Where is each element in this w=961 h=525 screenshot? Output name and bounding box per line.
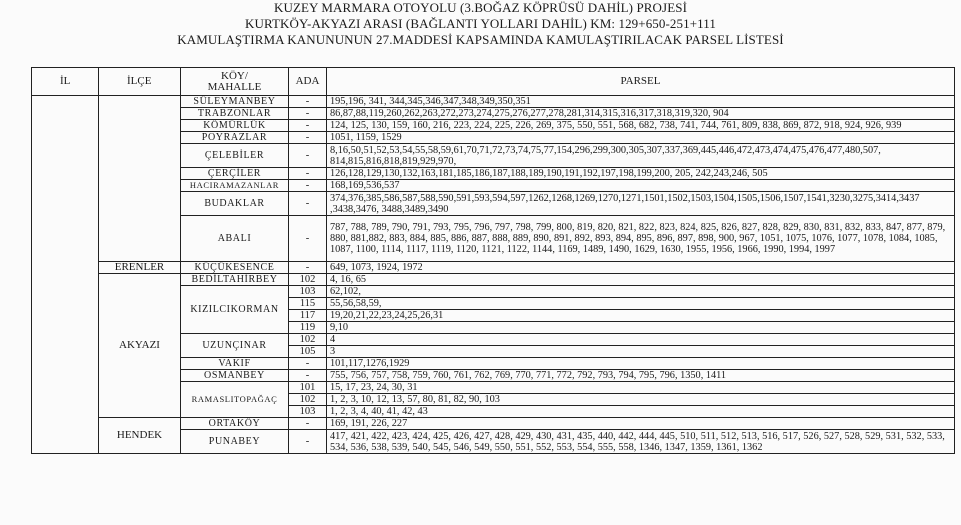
- ada-cell: -: [289, 358, 327, 370]
- mahalle-cell: KÜÇÜKESENCE: [181, 262, 289, 274]
- ada-cell: 105: [289, 346, 327, 358]
- header-ada: ADA: [289, 68, 327, 96]
- mahalle-cell: OSMANBEY: [181, 370, 289, 382]
- mahalle-cell: BUDAKLAR: [181, 192, 289, 216]
- ada-cell: -: [289, 418, 327, 430]
- parsel-cell: 4, 16, 65: [327, 274, 955, 286]
- parsel-cell: 55,56,58,59,: [327, 298, 955, 310]
- mahalle-cell: ÇELEBİLER: [181, 144, 289, 168]
- ada-cell: -: [289, 370, 327, 382]
- mahalle-cell: VAKIF: [181, 358, 289, 370]
- mahalle-cell: KIZILCIKORMAN: [181, 286, 289, 334]
- header-koy-mahalle: [181, 68, 289, 96]
- parsel-cell: 15, 17, 23, 24, 30, 31: [327, 382, 955, 394]
- parsel-cell: 195,196, 341, 344,345,346,347,348,349,350,351: [327, 96, 955, 108]
- header-ilce: İLÇE: [99, 68, 181, 96]
- ada-cell: -: [289, 180, 327, 192]
- mahalle-cell: BEDİLTAHİRBEY: [181, 274, 289, 286]
- parsel-cell: 1051, 1159, 1529: [327, 132, 955, 144]
- ada-cell: -: [289, 108, 327, 120]
- ada-cell: 102: [289, 274, 327, 286]
- mahalle-cell: RAMASLITOPAĞAÇ: [181, 382, 289, 418]
- mahalle-cell: POYRAZLAR: [181, 132, 289, 144]
- parsel-cell: 124, 125, 130, 159, 160, 216, 223, 224, 225, 226, 269, 375, 550, 551, 568, 682, 738, 741, 744, 761, 809, 838, 869, 872, 918, 924, 926, 939: [327, 120, 955, 132]
- ada-cell: -: [289, 132, 327, 144]
- ada-cell: -: [289, 144, 327, 168]
- ada-cell: -: [289, 96, 327, 108]
- parsel-cell: 1, 2, 3, 4, 40, 41, 42, 43: [327, 406, 955, 418]
- parsel-cell: 649, 1073, 1924, 1972: [327, 262, 955, 274]
- table-row: [32, 418, 955, 430]
- title-line-2: KURTKÖY-AKYAZI ARASI (BAĞLANTI YOLLARI DAHİL) KM: 129+650-251+111: [244, 16, 716, 31]
- ada-cell: -: [289, 192, 327, 216]
- title-line-3: KAMULAŞTIRMA KANUNUNUN 27.MADDESİ KAPSAMINDA KAMULAŞTIRILACAK PARSEL LİSTESİ: [177, 32, 784, 47]
- ilce-cell-erenler: ERENLER: [99, 262, 181, 274]
- mahalle-cell: UZUNÇINAR: [181, 334, 289, 358]
- header-il: İL: [32, 68, 99, 96]
- ada-cell: 115: [289, 298, 327, 310]
- parsel-cell: 417, 421, 422, 423, 424, 425, 426, 427, 428, 429, 430, 431, 435, 440, 442, 444, 445, 510, 511, 512, 513, 516, 517, 526, 527, 528, 529, 531, 532, 533, 534, 536, 538, 539, 540, 545, 546, 549, 550, 551, 552, 553, 554, 555, 558, 1346, 1347, 1359, 1361, 1362: [327, 430, 955, 454]
- header-mahalle: MAHALLE: [207, 80, 262, 93]
- mahalle-cell: ABALI: [181, 216, 289, 262]
- mahalle-cell: KÖMÜRLÜK: [181, 120, 289, 132]
- ilce-cell-akyazi: AKYAZI: [99, 274, 181, 418]
- parsel-cell: 126,128,129,130,132,163,181,185,186,187,188,189,190,191,192,197,198,199,200, 205, 242,243,246, 505: [327, 168, 955, 180]
- ada-cell: 101: [289, 382, 327, 394]
- parsel-cell: 1, 2, 3, 10, 12, 13, 57, 80, 81, 82, 90, 103: [327, 394, 955, 406]
- ada-cell: -: [289, 168, 327, 180]
- parsel-cell: 755, 756, 757, 758, 759, 760, 761, 762, 769, 770, 771, 772, 792, 793, 794, 795, 796, 1350, 1411: [327, 370, 955, 382]
- ada-cell: 102: [289, 394, 327, 406]
- parsel-cell: 4: [327, 334, 955, 346]
- il-cell: [32, 96, 99, 454]
- parsel-cell: 62,102,: [327, 286, 955, 298]
- parsel-cell: 168,169,536,537: [327, 180, 955, 192]
- mahalle-cell: ORTAKÖY: [181, 418, 289, 430]
- mahalle-cell: HACIRAMAZANLAR: [181, 180, 289, 192]
- header-parsel: PARSEL: [327, 68, 955, 96]
- ada-cell: 117: [289, 310, 327, 322]
- ada-cell: -: [289, 120, 327, 132]
- mahalle-cell: SÜLEYMANBEY: [181, 96, 289, 108]
- ilce-cell-blank: [99, 96, 181, 262]
- title-line-1: KUZEY MARMARA OTOYOLU (3.BOĞAZ KÖPRÜSÜ DAHİL) PROJESİ: [273, 0, 687, 15]
- ada-cell: 102: [289, 334, 327, 346]
- header-koy: KÖY/: [221, 69, 248, 82]
- parsel-cell: 9,10: [327, 322, 955, 334]
- table-header-row: [32, 68, 955, 96]
- parsel-cell: 787, 788, 789, 790, 791, 793, 795, 796, 797, 798, 799, 800, 819, 820, 821, 822, 823, 824, 825, 826, 827, 828, 829, 830, 831, 832, 833, 847, 877, 879, 880, 881,882, 883, 884, 885, 886, 887, 888, 889, 890, 891, 892, 893, 894, 895, 896, 897, 898, 900, 967, 1051, 1075, 1076, 1077, 1078, 1084, 1085, 1087, 1100, 1114, 1117, 1119, 1120, 1121, 1122, 1144, 1169, 1489, 1490, 1629, 1630, 1955, 1956, 1966, 1990, 1994, 1997: [327, 216, 955, 262]
- table-row: [32, 262, 955, 274]
- document-title-block: [0, 0, 961, 48]
- parsel-cell: 3: [327, 346, 955, 358]
- mahalle-cell: TRABZONLAR: [181, 108, 289, 120]
- ada-cell: -: [289, 430, 327, 454]
- ada-cell: 103: [289, 406, 327, 418]
- parsel-cell: 169, 191, 226, 227: [327, 418, 955, 430]
- ilce-cell-hendek: HENDEK: [99, 418, 181, 454]
- parsel-cell: 19,20,21,22,23,24,25,26,31: [327, 310, 955, 322]
- ada-cell: -: [289, 262, 327, 274]
- ada-cell: -: [289, 216, 327, 262]
- parsel-cell: 86,87,88,119,260,262,263,272,273,274,275,276,277,278,281,314,315,316,317,318,319,320, 904: [327, 108, 955, 120]
- mahalle-cell: ÇERÇİLER: [181, 168, 289, 180]
- table-row: [32, 96, 955, 108]
- parsel-cell: 374,376,385,586,587,588,590,591,593,594,597,1262,1268,1269,1270,1271,1501,1502,1503,1504,1505,1506,1507,1541,3230,3275,3414,3437 ,3438,3476, 3488,3489,3490: [327, 192, 955, 216]
- mahalle-cell: PUNABEY: [181, 430, 289, 454]
- parcel-table: [31, 67, 955, 454]
- parsel-cell: 8,16,50,51,52,53,54,55,58,59,61,70,71,72,73,74,75,77,154,296,299,300,305,307,337,369,445,446,472,473,474,475,476,477,480,507, 814,815,816,818,819,929,970,: [327, 144, 955, 168]
- table-row: [32, 274, 955, 286]
- parsel-cell: 101,117,1276,1929: [327, 358, 955, 370]
- ada-cell: 119: [289, 322, 327, 334]
- ada-cell: 103: [289, 286, 327, 298]
